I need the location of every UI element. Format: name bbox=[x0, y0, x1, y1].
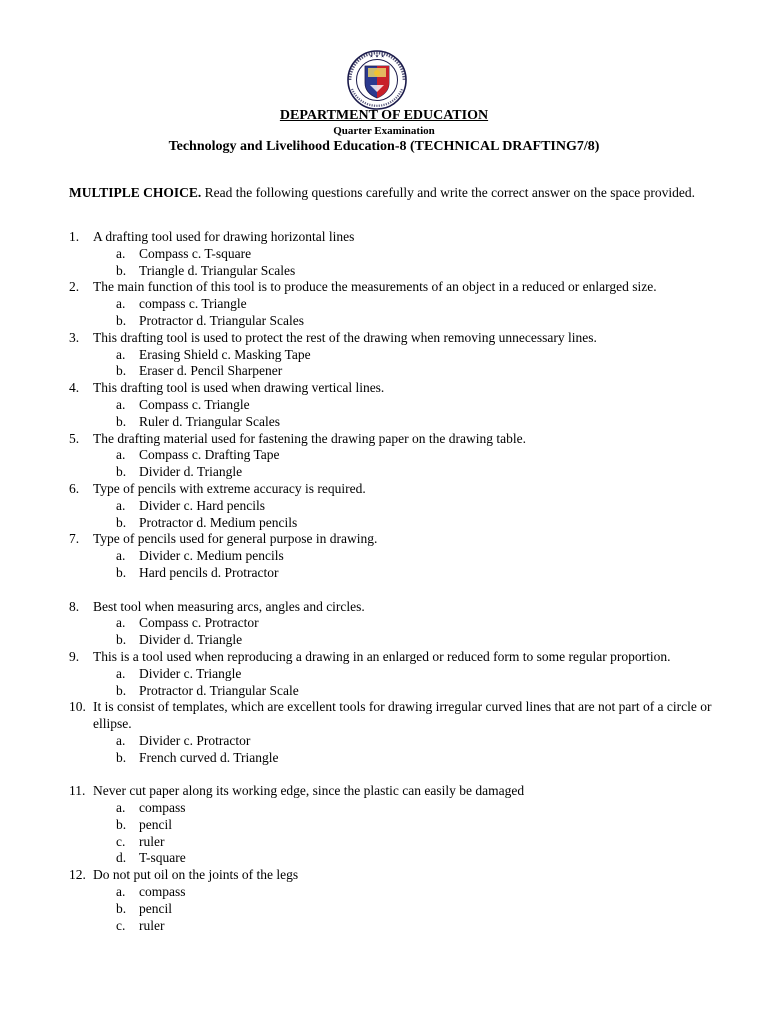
question bbox=[0, 330, 768, 347]
spacer bbox=[0, 582, 768, 599]
deped-seal-logo bbox=[334, 49, 420, 111]
answer-option bbox=[0, 632, 768, 649]
question-number: 10. bbox=[69, 699, 86, 715]
answer-option bbox=[0, 666, 768, 683]
answer-option bbox=[0, 515, 768, 532]
option-text: Ruler d. Triangular Scales bbox=[139, 413, 280, 429]
option-letter: b. bbox=[116, 816, 127, 832]
option-letter: b. bbox=[116, 262, 127, 278]
answer-option bbox=[0, 750, 768, 767]
subject-title: Technology and Livelihood Education-8 (TECHNICAL DRAFTING7/8) bbox=[168, 139, 600, 154]
option-letter: b. bbox=[116, 900, 127, 916]
question-text: The main function of this tool is to produce the measurements of an object in a reduced or enlarged size. bbox=[93, 279, 657, 295]
option-text: Divider d. Triangle bbox=[139, 632, 243, 648]
question-number: 6. bbox=[69, 480, 80, 496]
answer-option bbox=[0, 347, 768, 364]
option-text: Erasing Shield c. Masking Tape bbox=[139, 346, 311, 362]
option-letter: a. bbox=[116, 447, 126, 463]
question-text: Type of pencils used for general purpose in drawing. bbox=[93, 531, 378, 547]
option-text: Divider c. Protractor bbox=[139, 732, 251, 748]
question-text: It is consist of templates, which are excellent tools for drawing irregular curved lines that are not part of a circle or ellipse. bbox=[93, 699, 712, 732]
option-letter: b. bbox=[116, 749, 127, 765]
question-list bbox=[0, 229, 768, 934]
answer-option bbox=[0, 733, 768, 750]
option-letter: a. bbox=[116, 396, 126, 412]
option-text: Compass c. Drafting Tape bbox=[139, 447, 280, 463]
option-letter: b. bbox=[116, 464, 127, 480]
answer-option bbox=[0, 548, 768, 565]
question-number: 8. bbox=[69, 598, 80, 614]
answer-option bbox=[0, 850, 768, 867]
instructions-text: Read the following questions carefully and write the correct answer on the space provided. bbox=[201, 185, 695, 200]
option-letter: c. bbox=[116, 917, 126, 933]
option-text: Eraser d. Pencil Sharpener bbox=[139, 363, 283, 379]
svg-text:★ ★ ★: ★ ★ ★ bbox=[369, 54, 385, 60]
option-letter: d. bbox=[116, 850, 127, 866]
instructions bbox=[69, 184, 709, 201]
option-letter: b. bbox=[116, 413, 127, 429]
answer-option bbox=[0, 565, 768, 582]
option-letter: b. bbox=[116, 564, 127, 580]
question bbox=[0, 481, 768, 498]
spacer bbox=[0, 767, 768, 784]
option-letter: a. bbox=[116, 346, 126, 362]
question bbox=[0, 431, 768, 448]
question bbox=[0, 867, 768, 884]
option-text: pencil bbox=[139, 816, 172, 832]
answer-option bbox=[0, 901, 768, 918]
answer-option bbox=[0, 817, 768, 834]
option-text: Compass c. Protractor bbox=[139, 615, 259, 631]
answer-option bbox=[0, 498, 768, 515]
question-number: 11. bbox=[69, 783, 86, 799]
department-title: DEPARTMENT OF EDUCATION bbox=[279, 108, 489, 123]
option-text: Divider c. Medium pencils bbox=[139, 548, 284, 564]
answer-option bbox=[0, 683, 768, 700]
option-text: compass c. Triangle bbox=[139, 296, 247, 312]
option-letter: b. bbox=[116, 632, 127, 648]
option-text: compass bbox=[139, 800, 186, 816]
question bbox=[0, 649, 768, 666]
question-number: 4. bbox=[69, 380, 80, 396]
option-letter: a. bbox=[116, 497, 126, 513]
question-text: Best tool when measuring arcs, angles and circles. bbox=[93, 598, 365, 614]
answer-option bbox=[0, 447, 768, 464]
option-text: ruler bbox=[139, 917, 165, 933]
answer-option bbox=[0, 615, 768, 632]
answer-option bbox=[0, 246, 768, 263]
answer-option bbox=[0, 464, 768, 481]
question bbox=[0, 531, 768, 548]
question-text: The drafting material used for fastening the drawing paper on the drawing table. bbox=[93, 430, 526, 446]
question-text: A drafting tool used for drawing horizontal lines bbox=[93, 229, 355, 244]
option-text: Divider c. Hard pencils bbox=[139, 497, 265, 513]
option-text: compass bbox=[139, 884, 186, 900]
question-text: Do not put oil on the joints of the legs bbox=[93, 867, 299, 883]
option-letter: a. bbox=[116, 732, 126, 748]
option-letter: a. bbox=[116, 245, 126, 261]
question-text: Type of pencils with extreme accuracy is required. bbox=[93, 480, 366, 496]
option-text: Divider d. Triangle bbox=[139, 464, 243, 480]
answer-option bbox=[0, 414, 768, 431]
answer-option bbox=[0, 363, 768, 380]
option-letter: b. bbox=[116, 514, 127, 530]
option-text: pencil bbox=[139, 900, 172, 916]
option-letter: a. bbox=[116, 548, 126, 564]
option-text: T-square bbox=[139, 850, 186, 866]
question bbox=[0, 699, 768, 733]
option-text: Hard pencils d. Protractor bbox=[139, 564, 279, 580]
option-text: Divider c. Triangle bbox=[139, 665, 242, 681]
question-number: 1. bbox=[69, 229, 80, 244]
instructions-label: MULTIPLE CHOICE. bbox=[69, 185, 202, 200]
question-text: Never cut paper along its working edge, since the plastic can easily be damaged bbox=[93, 783, 525, 799]
answer-option bbox=[0, 263, 768, 280]
option-letter: a. bbox=[116, 884, 126, 900]
question bbox=[0, 783, 768, 800]
option-letter: a. bbox=[116, 800, 126, 816]
question-number: 12. bbox=[69, 867, 86, 883]
option-letter: b. bbox=[116, 682, 127, 698]
answer-option bbox=[0, 800, 768, 817]
option-letter: a. bbox=[116, 296, 126, 312]
answer-option bbox=[0, 296, 768, 313]
question bbox=[0, 279, 768, 296]
question-number: 2. bbox=[69, 279, 80, 295]
exam-title: Quarter Examination bbox=[333, 125, 435, 137]
option-text: Protractor d. Medium pencils bbox=[139, 514, 298, 530]
option-text: Compass c. T-square bbox=[139, 245, 252, 261]
question-number: 5. bbox=[69, 430, 80, 446]
answer-option bbox=[0, 313, 768, 330]
option-text: Triangle d. Triangular Scales bbox=[139, 262, 296, 278]
question-number: 9. bbox=[69, 648, 80, 664]
question bbox=[0, 380, 768, 397]
option-letter: a. bbox=[116, 615, 126, 631]
question-text: This drafting tool is used when drawing vertical lines. bbox=[93, 380, 385, 396]
option-text: French curved d. Triangle bbox=[139, 749, 279, 765]
option-letter: b. bbox=[116, 312, 127, 328]
question bbox=[0, 599, 768, 616]
answer-option bbox=[0, 834, 768, 851]
question-text: This is a tool used when reproducing a drawing in an enlarged or reduced form to some regular proportion. bbox=[93, 648, 671, 664]
answer-option bbox=[0, 884, 768, 901]
option-text: Protractor d. Triangular Scale bbox=[139, 682, 299, 698]
option-text: Compass c. Triangle bbox=[139, 396, 250, 412]
question-number: 7. bbox=[69, 531, 80, 547]
option-text: Protractor d. Triangular Scales bbox=[139, 312, 304, 328]
option-letter: b. bbox=[116, 363, 127, 379]
answer-option bbox=[0, 918, 768, 935]
option-letter: a. bbox=[116, 665, 126, 681]
question-text: This drafting tool is used to protect the rest of the drawing when removing unnecessary lines. bbox=[93, 329, 597, 345]
answer-option bbox=[0, 397, 768, 414]
question-number: 3. bbox=[69, 329, 80, 345]
question bbox=[0, 229, 768, 246]
option-letter: c. bbox=[116, 833, 126, 849]
option-text: ruler bbox=[139, 833, 165, 849]
